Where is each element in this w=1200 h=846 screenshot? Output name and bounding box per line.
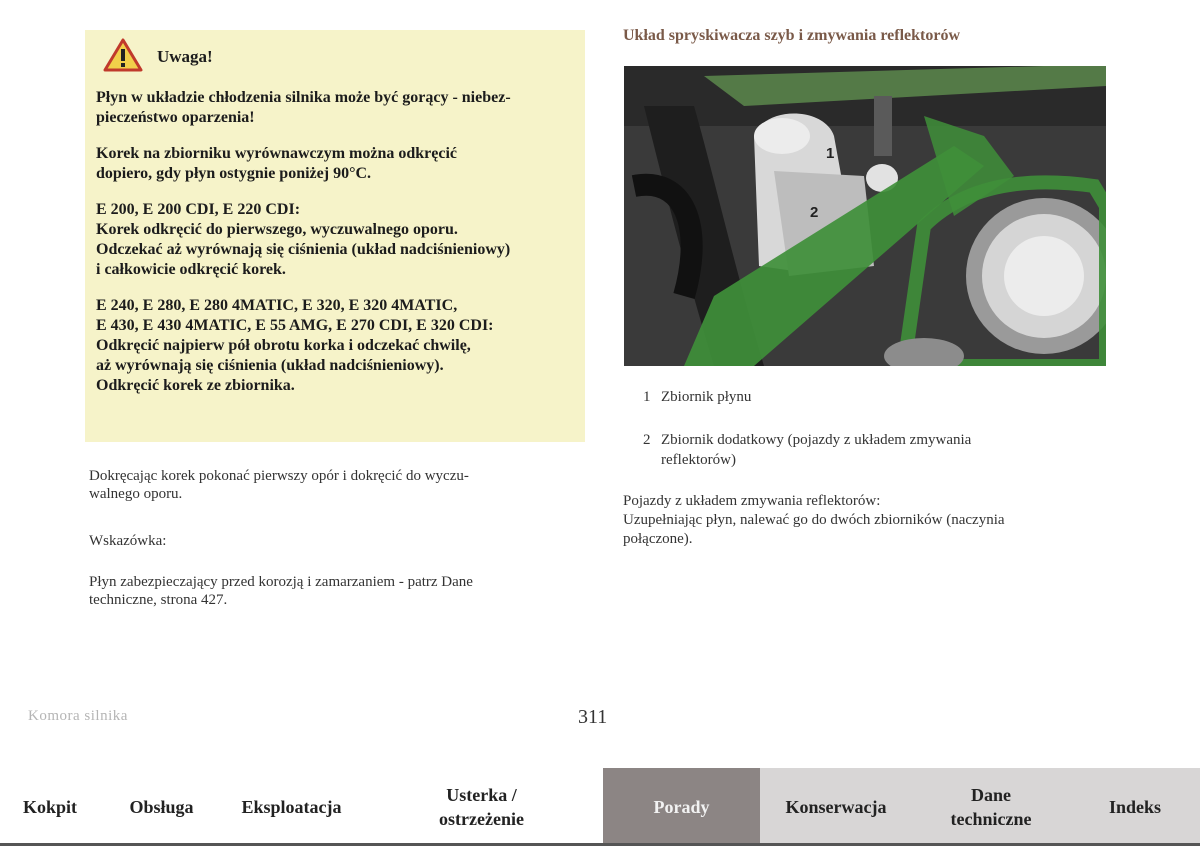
- warning-line: i całkowicie odkręcić korek.: [96, 261, 286, 278]
- warning-line: Płyn w układzie chłodzenia silnika może być gorący - niebez-: [96, 89, 511, 106]
- nav-tab-kokpit[interactable]: [0, 768, 100, 846]
- text-line: połączone).: [623, 531, 693, 547]
- engine-bay-photo: [624, 66, 1106, 366]
- warning-paragraph: [96, 296, 576, 396]
- warning-paragraph: [96, 200, 576, 280]
- legend-item-2: [643, 430, 1103, 470]
- text-line: techniczne, strona 427.: [89, 592, 228, 608]
- warning-text: [96, 88, 576, 412]
- warning-line: Korek na zbiorniku wyrównawczym można odkręcić: [96, 145, 458, 162]
- warning-line: dopiero, gdy płyn ostygnie poniżej 90°C.: [96, 165, 372, 182]
- warning-line: E 240, E 280, E 280 4MATIC, E 320, E 320 4MATIC,: [96, 297, 458, 314]
- nav-tab-label-line: Dane: [970, 785, 1011, 805]
- photo-label-2: 2: [810, 204, 819, 221]
- text-line: Dokręcając korek pokonać pierwszy opór i dokręcić do wyczu-: [89, 468, 469, 484]
- nav-tab-konserwacja[interactable]: [760, 768, 912, 846]
- warning-line: Odczekać aż wyrównają się ciśnienia (układ nadciśnieniowy): [96, 241, 511, 258]
- nav-tab-label-line: techniczne: [950, 809, 1032, 829]
- nav-tab-label: [439, 783, 524, 831]
- footer-section-label: Komora silnika: [28, 708, 128, 724]
- warning-line: Odkręcić najpierw pół obrotu korka i odczekać chwilę,: [96, 337, 471, 354]
- warning-line: E 200, E 200 CDI, E 220 CDI:: [96, 201, 301, 218]
- nav-tab-label: Indeks: [1108, 797, 1162, 817]
- coolant-note: [89, 573, 579, 609]
- warning-triangle-icon: [103, 38, 143, 72]
- nav-tab-label: Kokpit: [22, 797, 78, 817]
- text-line: walnego oporu.: [89, 486, 183, 502]
- legend-number: 1: [643, 389, 651, 405]
- tightening-note: [89, 467, 579, 503]
- nav-tab-dane-techniczne[interactable]: [912, 768, 1070, 846]
- legend-text: reflektorów): [661, 452, 736, 468]
- photo-label-1: 1: [826, 145, 835, 162]
- warning-line: Korek odkręcić do pierwszego, wyczuwalnego oporu.: [96, 221, 458, 238]
- legend-item-1: [643, 387, 1103, 407]
- nav-tab-label: Eksploatacja: [241, 797, 342, 817]
- legend-text: Zbiornik płynu: [661, 389, 752, 405]
- nav-tab-usterka[interactable]: [360, 768, 603, 846]
- nav-tab-label-line: ostrzeżenie: [439, 809, 524, 829]
- nav-tab-porady[interactable]: [603, 768, 760, 846]
- warning-line: pieczeństwo oparzenia!: [96, 109, 255, 126]
- text-line: Pojazdy z układem zmywania reflektorów:: [623, 493, 881, 509]
- nav-tab-obsluga[interactable]: [100, 768, 223, 846]
- nav-tab-label: Konserwacja: [785, 797, 887, 817]
- nav-tab-label-line: Usterka /: [446, 785, 517, 805]
- warning-header: [103, 38, 213, 72]
- warning-title: Uwaga!: [157, 47, 213, 66]
- section-title: Układ spryskiwacza szyb i zmywania reflektorów: [623, 27, 961, 44]
- legend-text: Zbiornik dodatkowy (pojazdy z układem zmywania: [661, 432, 972, 448]
- nav-tab-label: [951, 783, 1032, 831]
- warning-line: E 430, E 430 4MATIC, E 55 AMG, E 270 CDI, E 320 CDI:: [96, 317, 494, 334]
- nav-tab-label: Porady: [653, 797, 710, 817]
- text-line: Uzupełniając płyn, nalewać go do dwóch zbiorników (naczynia: [623, 512, 1005, 528]
- warning-line: Odkręcić korek ze zbiornika.: [96, 377, 295, 394]
- warning-paragraph: [96, 88, 576, 128]
- nav-tab-indeks[interactable]: [1070, 768, 1200, 846]
- warning-line: aż wyrównają się ciśnienia (układ nadciśnieniowy).: [96, 357, 444, 374]
- legend-number: 2: [643, 432, 651, 448]
- chapter-nav: [0, 768, 1200, 846]
- page-number: 311: [578, 706, 608, 728]
- headlamp-wash-note: [623, 492, 1113, 549]
- warning-paragraph: [96, 144, 576, 184]
- hint-label: Wskazówka:: [89, 533, 167, 549]
- nav-tab-label: Obsługa: [129, 797, 194, 817]
- text-line: Płyn zabezpieczający przed korozją i zamarzaniem - patrz Dane: [89, 574, 473, 590]
- nav-tab-eksploatacja[interactable]: [223, 768, 360, 846]
